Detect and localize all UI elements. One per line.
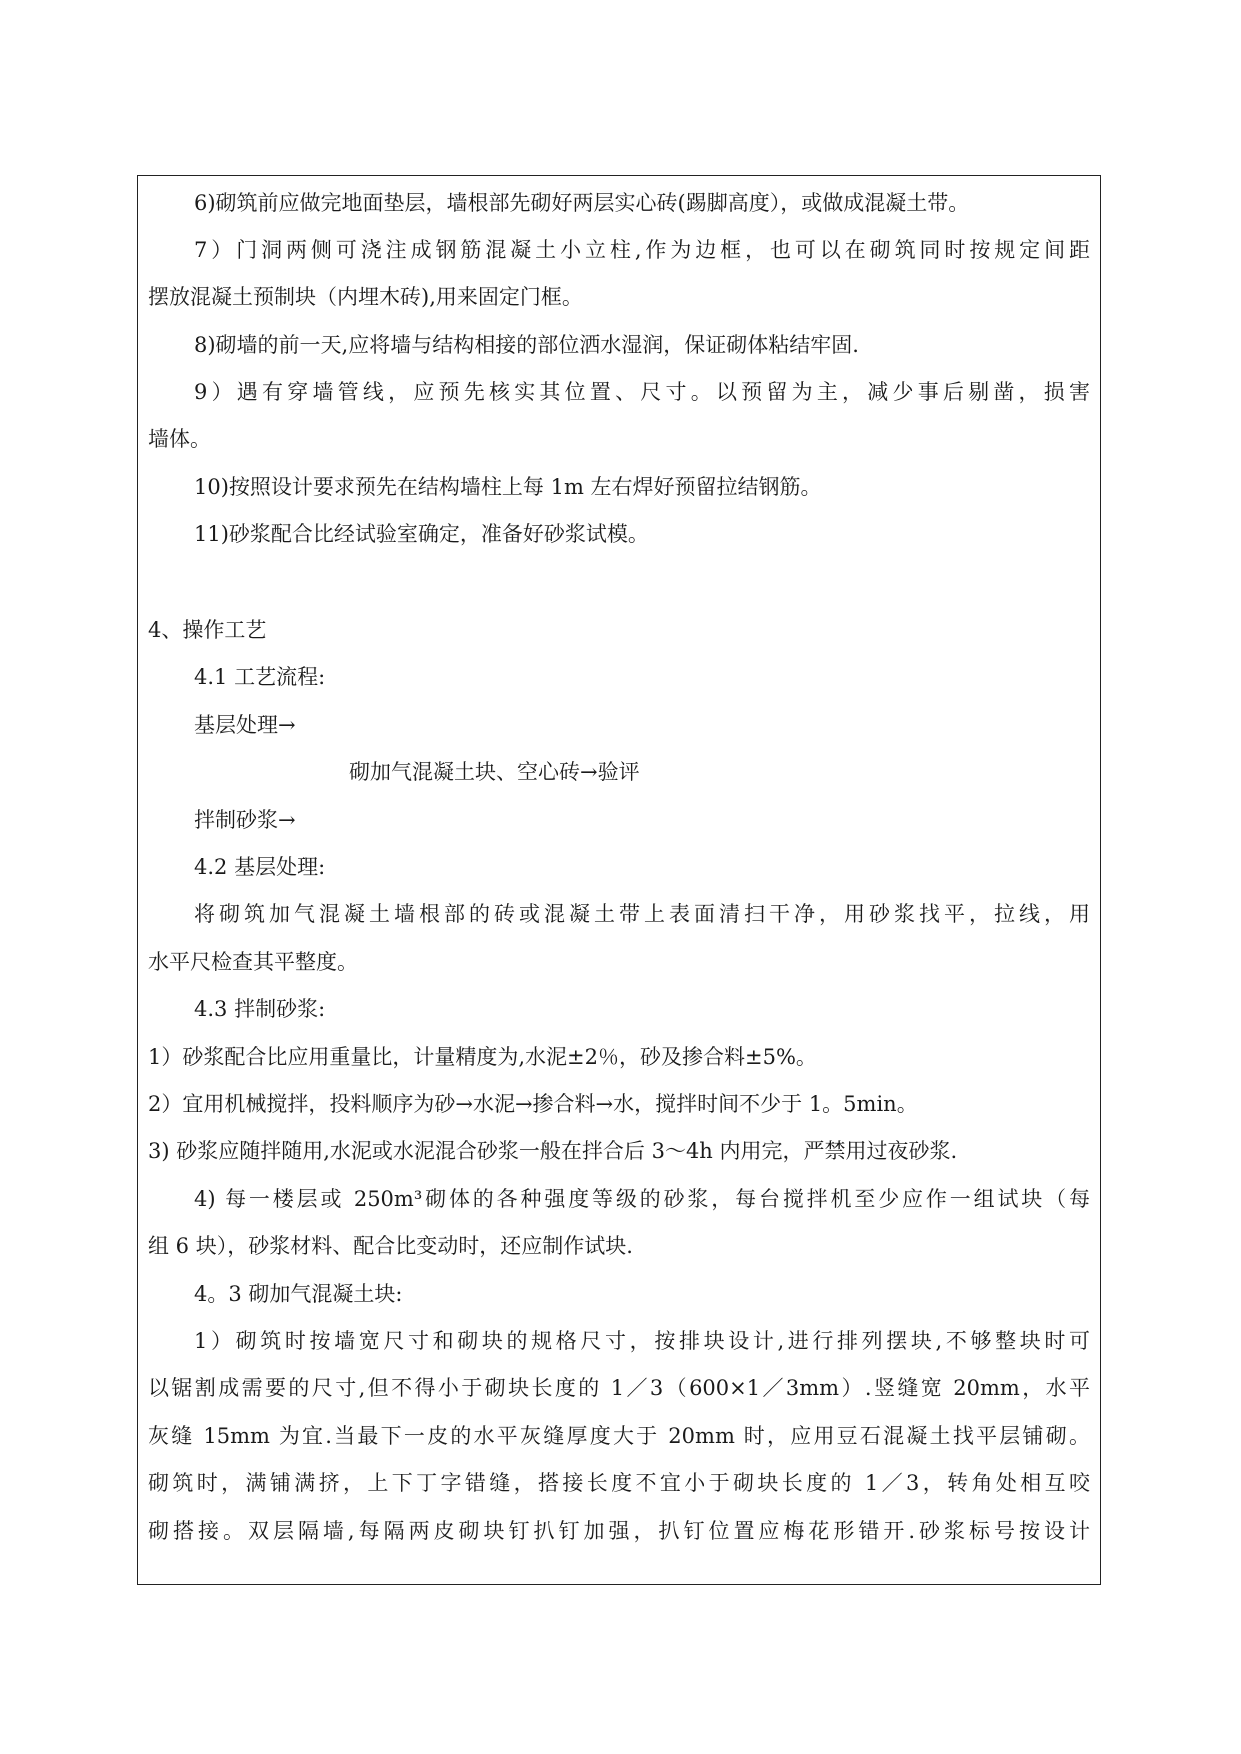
subsection-heading: 4。3 砌加气混凝土块:: [194, 1282, 403, 1306]
text-line: 摆放混凝土预制块（内埋木砖),用来固定门框。: [148, 285, 583, 309]
text-line: 以锯割成需要的尺寸,但不得小于砌块长度的 1／3（600×1／3mm）.竖缝宽 20mm，水平: [148, 1376, 1090, 1400]
text-line: 2）宜用机械搅拌，投料顺序为砂→水泥→掺合料→水，搅拌时间不少于 1。5min。: [148, 1092, 918, 1116]
text-line: 7）门洞两侧可浇注成钢筋混凝土小立柱,作为边框，也可以在砌筑同时按规定间距: [194, 238, 1090, 262]
text-line: 11)砂浆配合比经试验室确定，准备好砂浆试模。: [194, 522, 649, 546]
content-frame: [137, 175, 1101, 1585]
section-heading: 4、操作工艺: [148, 618, 267, 642]
text-line: 1）砌筑时按墙宽尺寸和砌块的规格尺寸，按排块设计,进行排列摆块,不够整块时可: [194, 1329, 1090, 1353]
flow-step: 砌加气混凝土块、空心砖→验评: [349, 760, 640, 784]
text-line: 将砌筑加气混凝土墙根部的砖或混凝土带上表面清扫干净，用砂浆找平，拉线，用: [194, 902, 1090, 926]
text-line: 砌搭接。双层隔墙,每隔两皮砌块钉扒钉加强，扒钉位置应梅花形错开.砂浆标号按设计: [148, 1519, 1090, 1543]
subsection-heading: 4.1 工艺流程:: [194, 665, 326, 689]
text-line: 8)砌墙的前一天,应将墙与结构相接的部位洒水湿润，保证砌体粘结牢固.: [194, 333, 859, 357]
text-line: 墙体。: [148, 427, 211, 451]
text-line: 4) 每一楼层或 250m³砌体的各种强度等级的砂浆，每台搅拌机至少应作一组试块（每: [194, 1187, 1090, 1211]
flow-step: 拌制砂浆→: [194, 808, 296, 832]
subsection-heading: 4.2 基层处理:: [194, 855, 326, 879]
text-line: 水平尺检查其平整度。: [148, 950, 358, 974]
text-line: 砌筑时，满铺满挤，上下丁字错缝，搭接长度不宜小于砌块长度的 1／3，转角处相互咬: [148, 1471, 1090, 1495]
text-line: 3) 砂浆应随拌随用,水泥或水泥混合砂浆一般在拌合后 3～4h 内用完，严禁用过夜砂浆.: [148, 1139, 958, 1163]
flow-step: 基层处理→: [194, 713, 296, 737]
text-line: 灰缝 15mm 为宜.当最下一皮的水平灰缝厚度大于 20mm 时，应用豆石混凝土找平层铺砌。: [148, 1424, 1090, 1448]
subsection-heading: 4.3 拌制砂浆:: [194, 997, 326, 1021]
text-line: 组 6 块），砂浆材料、配合比变动时，还应制作试块.: [148, 1234, 633, 1258]
text-line: 10)按照设计要求预先在结构墙柱上每 1m 左右焊好预留拉结钢筋。: [194, 475, 822, 499]
text-line: 9）遇有穿墙管线，应预先核实其位置、尺寸。以预留为主，减少事后剔凿，损害: [194, 380, 1090, 404]
text-line: 1）砂浆配合比应用重量比，计量精度为,水泥±2％，砂及掺合料±5%。: [148, 1045, 817, 1069]
text-line: 6)砌筑前应做完地面垫层，墙根部先砌好两层实心砖(踢脚高度），或做成混凝土带。: [194, 191, 970, 215]
